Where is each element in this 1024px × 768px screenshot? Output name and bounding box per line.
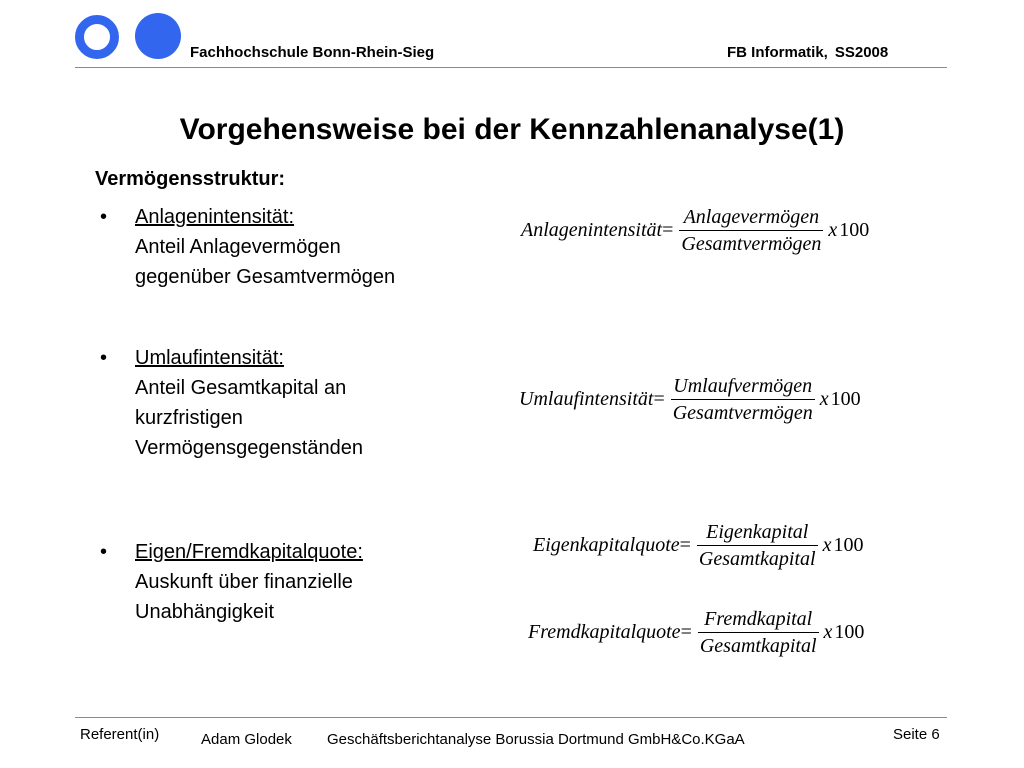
formula-fraction bbox=[698, 608, 819, 657]
formula-lhs: Umlaufintensität bbox=[519, 388, 654, 410]
formula-equals: = bbox=[653, 388, 665, 410]
formula-fraction bbox=[679, 206, 823, 255]
item-heading: Anlagenintensität: bbox=[135, 206, 295, 228]
formula-fremdkapitalquote bbox=[528, 608, 864, 657]
formula-lhs: Anlagenintensität bbox=[521, 219, 663, 241]
logo-ring-icon bbox=[75, 15, 119, 59]
formula-times: x bbox=[823, 621, 833, 643]
formula-numerator: Eigenkapital bbox=[706, 521, 809, 543]
formula-times: x bbox=[822, 534, 832, 556]
formula-denominator: Gesamtvermögen bbox=[681, 233, 822, 255]
formula-anlagenintensitaet bbox=[521, 206, 869, 255]
formula-numerator: Anlagevermögen bbox=[683, 206, 820, 228]
formula-equals: = bbox=[679, 534, 691, 556]
header-department: FB Informatik, bbox=[727, 44, 828, 61]
footer-topic: Geschäftsberichtanalyse Borussia Dortmund GmbH&Co.KGaA bbox=[327, 731, 745, 748]
formula-fraction bbox=[697, 521, 818, 570]
formula-lhs: Fremdkapitalquote bbox=[528, 621, 681, 643]
slide-title: Vorgehensweise bei der Kennzahlenanalyse(1) bbox=[179, 113, 845, 146]
formula-denominator: Gesamtkapital bbox=[699, 635, 817, 657]
item-line: Vermögensgegenständen bbox=[135, 437, 363, 459]
item-line: gegenüber Gesamtvermögen bbox=[135, 266, 396, 288]
formula-equals: = bbox=[662, 219, 674, 241]
bullet-icon: • bbox=[100, 347, 108, 369]
formula-times: x bbox=[828, 219, 838, 241]
bullet-icon: • bbox=[100, 206, 108, 228]
footer-referent: Referent(in) bbox=[80, 726, 160, 743]
logo-dot-icon bbox=[135, 13, 181, 59]
formula-equals: = bbox=[680, 621, 692, 643]
footer-divider bbox=[75, 717, 947, 718]
formula-lhs: Eigenkapitalquote bbox=[533, 534, 680, 556]
item-line: Auskunft über finanzielle bbox=[135, 571, 353, 593]
footer-page-number: Seite 6 bbox=[893, 726, 940, 743]
item-line: Anteil Anlagevermögen bbox=[135, 236, 341, 258]
header-department-semester bbox=[727, 44, 888, 61]
formula-times: x bbox=[819, 388, 829, 410]
formula-factor: 100 bbox=[834, 621, 865, 643]
formula-denominator: Gesamtvermögen bbox=[672, 402, 813, 424]
item-line: Unabhängigkeit bbox=[135, 601, 274, 623]
formula-eigenkapitalquote bbox=[533, 521, 863, 570]
header-institution: Fachhochschule Bonn-Rhein-Sieg bbox=[190, 44, 435, 61]
formula-denominator: Gesamtkapital bbox=[698, 548, 816, 570]
formula-factor: 100 bbox=[839, 219, 870, 241]
slide-subtitle: Vermögensstruktur: bbox=[95, 168, 286, 190]
item-line: kurzfristigen bbox=[135, 407, 243, 429]
formula-numerator: Umlaufvermögen bbox=[673, 375, 813, 397]
item-heading: Umlaufintensität: bbox=[135, 347, 284, 369]
item-line: Anteil Gesamtkapital an bbox=[135, 377, 347, 399]
formula-fraction bbox=[671, 375, 815, 424]
footer-author: Adam Glodek bbox=[201, 731, 292, 748]
formula-factor: 100 bbox=[830, 388, 861, 410]
formula-umlaufintensitaet bbox=[519, 375, 861, 424]
header-divider bbox=[75, 67, 947, 68]
bullet-icon: • bbox=[100, 541, 108, 563]
formula-numerator: Fremdkapital bbox=[704, 608, 813, 630]
formula-factor: 100 bbox=[833, 534, 864, 556]
item-heading: Eigen/Fremdkapitalquote: bbox=[135, 541, 363, 563]
header-semester: SS2008 bbox=[834, 44, 889, 61]
university-logo bbox=[75, 13, 185, 59]
